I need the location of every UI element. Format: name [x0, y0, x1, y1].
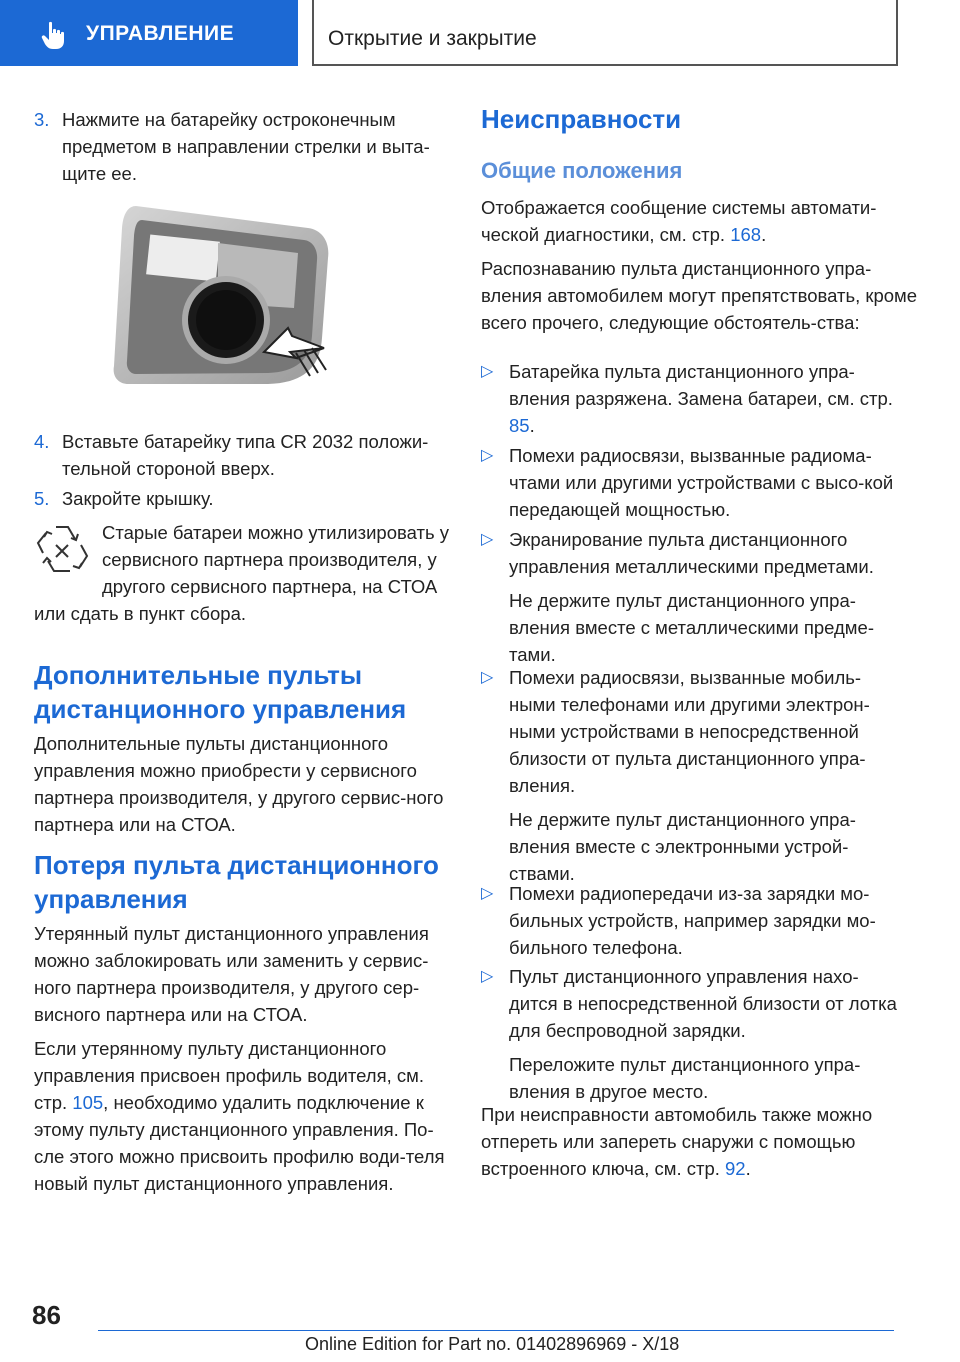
subsection-heading: Общие положения [481, 158, 683, 183]
bullet-text-part: Батарейка пульта дистанционного упра‐вления разряжена. Замена батареи, см. стр. [509, 361, 893, 409]
page-link[interactable]: 92 [725, 1158, 746, 1179]
step-4 [34, 428, 454, 482]
section-heading: Дополнительные пульты дистанционного управления [34, 660, 407, 724]
bullet-arrow-icon: ▷ [481, 531, 494, 548]
bullet-text: Помехи радиосвязи, вызванные радиома‐чтами или другими устройствами с высо‐кой передающей мощностью. [509, 445, 894, 520]
bullet-note: Не держите пульт дистанционного упра‐вления вместе с электронными устрой‐ствами. [509, 809, 856, 884]
bullet-item [481, 664, 901, 887]
bullet-text: Пульт дистанционного управления нахо‐дится в непосредственной близости от лотка для беспроводной зарядки. [509, 966, 897, 1041]
bullet-text: Помехи радиосвязи, вызванные мобиль‐ными телефонами или другими электрон‐ными устройствами в непосредственной близости от пульта дистанционного упра‐вления. [509, 667, 870, 796]
bullet-text [509, 358, 901, 439]
step-3 [34, 106, 454, 187]
paragraph [481, 1101, 901, 1182]
bullet-item [481, 880, 901, 961]
bullet-arrow-icon: ▷ [481, 885, 494, 902]
bullet-item [481, 963, 901, 1105]
page-number: 86 [32, 1300, 61, 1330]
lost-remote-section [34, 848, 454, 1197]
bullet-arrow-icon: ▷ [481, 447, 494, 464]
bullet-text-part: . [529, 415, 535, 436]
page-link[interactable]: 168 [730, 224, 762, 245]
paragraph-text: При неисправности автомобиль также можно отпереть или запереть снаружи с помощью встроенного ключа, см. стр. [481, 1104, 873, 1179]
chapter-tab[interactable] [0, 0, 298, 66]
recycle-note [34, 519, 454, 627]
key-battery-illustration [108, 198, 336, 388]
bullet-item [481, 526, 901, 668]
paragraph [481, 194, 921, 248]
page-link[interactable]: 85 [509, 415, 530, 436]
step-text: Закройте крышку. [62, 488, 214, 509]
bullet-arrow-icon: ▷ [481, 968, 494, 985]
bullet-arrow-icon: ▷ [481, 669, 494, 686]
step-text: Вставьте батарейку типа CR 2032 положи‐тельной стороной вверх. [62, 431, 429, 479]
paragraph: Распознаванию пульта дистанционного упра‐вления автомобилем могут препятствовать, кроме всего прочего, следующие обстоятель‐ства: [481, 258, 918, 333]
bullet-arrow-icon: ▷ [481, 363, 494, 380]
section-heading: Потеря пульта дистанционного управления [34, 850, 439, 914]
bullet-text: Экранирование пульта дистанционного управления металлическими предметами. [509, 529, 874, 577]
recycle-icon [34, 521, 90, 577]
faults-section [481, 102, 921, 336]
paragraph-text: , необходимо удалить подключение к этому пульту дистанционного управления. По‐сле этого можно присвоить профилю води‐теля новый пульт дистанционного управления. [34, 1092, 445, 1194]
step-number: 4. [34, 431, 50, 452]
bullet-text: Помехи радиопередачи из-за зарядки мо‐бильных устройств, например зарядки мо‐бильного телефона. [509, 883, 876, 958]
footer-edition: Online Edition for Part no. 01402896969 - X/18 [305, 1334, 680, 1354]
footer-divider [98, 1330, 894, 1331]
additional-remotes-section [34, 658, 454, 838]
hand-pointer-icon [40, 20, 68, 50]
step-text: Нажмите на батарейку остроконечным предметом в направлении стрелки и выта‐щите ее. [62, 109, 430, 184]
paragraph: Дополнительные пульты дистанционного управления можно приобрести у сервисного партнера производителя, у другого сервис‐ного партнера или на СТОА. [34, 733, 444, 835]
section-header [312, 0, 898, 66]
bullet-item [481, 442, 901, 523]
page-link[interactable]: 105 [72, 1092, 104, 1113]
recycle-text: Старые батареи можно утилизировать у сервисного партнера производителя, у другого сервисного партнера, на СТОА или сдать в пункт сбора. [34, 522, 449, 624]
paragraph-text: . [761, 224, 767, 245]
paragraph-text: . [745, 1158, 751, 1179]
paragraph-text: Если утерянному пульту дистанционного управления присвоен профиль водителя, см. стр. [34, 1038, 424, 1113]
bullet-note: Переложите пульт дистанционного упра‐вления в другое место. [509, 1054, 861, 1102]
section-title: Открытие и закрытие [328, 27, 537, 50]
section-heading: Неисправности [481, 104, 682, 134]
paragraph [34, 1035, 454, 1197]
bullet-note: Не держите пульт дистанционного упра‐вления вместе с металлическими предме‐тами. [509, 590, 874, 665]
step-5 [34, 485, 454, 512]
paragraph: Утерянный пульт дистанционного управления можно заблокировать или заменить у сервис‐ного партнера производителя, у другого сер‐висного партнера или на СТОА. [34, 923, 429, 1025]
step-number: 3. [34, 109, 50, 130]
chapter-label: УПРАВЛЕНИЕ [86, 22, 235, 45]
paragraph-text: Отображается сообщение системы автомати‐ческой диагностики, см. стр. [481, 197, 877, 245]
step-number: 5. [34, 488, 50, 509]
bullet-item [481, 358, 901, 439]
